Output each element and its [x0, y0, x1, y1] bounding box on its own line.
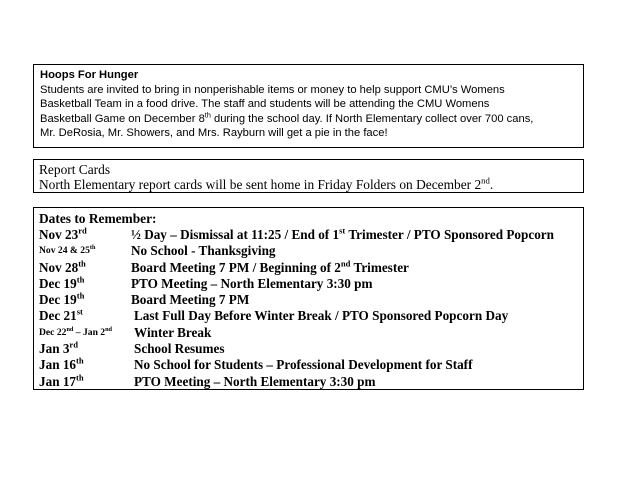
hoops-line-3-text: Basketball Game on December 8	[40, 112, 205, 125]
date-label	[39, 357, 84, 373]
hoops-line-4	[40, 126, 577, 141]
event-text: Board Meeting 7 PM / Beginning of 2	[131, 259, 341, 275]
date-text: Dec 19	[39, 292, 77, 308]
date-row	[39, 260, 578, 276]
date-text: Dec 19	[39, 275, 77, 291]
event-label	[134, 325, 211, 341]
date-row	[39, 276, 578, 292]
event-label	[134, 308, 508, 324]
date-sup: th	[78, 258, 86, 269]
date-text: Jan 3	[39, 341, 70, 357]
date-sup: nd	[66, 325, 74, 333]
report-text-main: North Elementary report cards will be sent home in Friday Folders on December 2	[39, 177, 482, 192]
hoops-line-3-text-end: during the school day. If North Elementary collect over 700 cans,	[210, 112, 534, 125]
date-text: Jan 16	[39, 357, 77, 373]
event-text: Winter Break	[134, 324, 212, 340]
date-sup: th	[76, 290, 85, 301]
hoops-line-3	[40, 112, 577, 127]
dates-to-remember-box	[33, 207, 584, 390]
date-row	[39, 227, 578, 243]
report-title: Report Cards	[39, 162, 111, 177]
event-text: ½ Day – Dismissal at 11:25 / End of 1	[131, 227, 340, 242]
date-sup: st	[76, 307, 83, 318]
event-sup: st	[339, 225, 346, 236]
event-label	[131, 243, 276, 259]
date-row	[39, 357, 578, 373]
date-label	[39, 292, 84, 308]
hoops-line-3-sup: th	[204, 110, 211, 120]
dates-list	[39, 227, 578, 390]
event-sup: nd	[340, 258, 351, 269]
event-text-end: Trimester	[350, 259, 409, 275]
date-sup: th	[76, 274, 85, 285]
event-text: PTO Meeting – North Elementary 3:30 pm	[134, 373, 376, 389]
event-text: Last Full Day Before Winter Break / PTO Sponsored Popcorn Day	[134, 308, 509, 324]
date-label	[39, 260, 86, 276]
date-row	[39, 341, 578, 357]
hoops-line-1	[40, 83, 577, 98]
event-label	[131, 276, 373, 292]
date-sup: th	[76, 355, 84, 366]
date-text: Jan 17	[39, 373, 77, 389]
report-cards-box	[33, 159, 584, 193]
date-text: Nov 28	[39, 259, 79, 275]
date-row	[39, 243, 578, 259]
event-text: No School - Thanksgiving	[131, 243, 276, 259]
hoops-line-1-text: Students are invited to bring in nonperishable items or money to help support CMU’s Womens	[40, 83, 505, 96]
date-text: Nov 24 & 25	[39, 245, 90, 257]
hoops-title: Hoops For Hunger	[40, 69, 139, 81]
event-text-end: Trimester / PTO Sponsored Popcorn	[345, 227, 554, 242]
date-label	[39, 341, 78, 357]
date-label	[39, 374, 84, 390]
date-row	[39, 374, 578, 390]
event-label	[131, 292, 249, 308]
date-text: Nov 23	[39, 227, 79, 242]
event-label	[131, 260, 409, 276]
date-text: Dec 22	[39, 326, 67, 338]
date-row	[39, 292, 578, 308]
report-text-sup: nd	[481, 175, 490, 186]
report-text-end: .	[489, 177, 494, 192]
event-label	[134, 357, 472, 373]
report-text	[39, 177, 578, 192]
event-text: Board Meeting 7 PM	[131, 292, 250, 308]
dates-heading: Dates to Remember:	[39, 211, 157, 226]
date-sup: rd	[69, 339, 79, 350]
date-row	[39, 308, 578, 324]
hoops-line-4-text: Mr. DeRosia, Mr. Showers, and Mrs. Rayburn will get a pie in the face!	[40, 127, 388, 140]
date-label	[39, 243, 95, 259]
date-label	[39, 308, 83, 324]
hoops-line-2-text: Basketball Team in a food drive. The staff and students will be attending the CMU Womens	[40, 98, 490, 111]
date-sup-2: nd	[105, 325, 113, 333]
date-text-end: – Jan 2	[73, 326, 106, 338]
date-label	[39, 227, 87, 243]
date-sup: th	[76, 372, 84, 383]
hoops-for-hunger-box	[33, 64, 584, 148]
event-text: School Resumes	[134, 341, 225, 357]
event-label	[131, 227, 554, 243]
hoops-line-2	[40, 97, 577, 112]
date-text: Dec 21	[39, 308, 77, 324]
date-sup: th	[89, 244, 96, 252]
event-label	[134, 374, 376, 390]
event-text: PTO Meeting – North Elementary 3:30 pm	[131, 275, 373, 291]
date-label	[39, 325, 112, 341]
date-sup: rd	[78, 225, 87, 236]
date-label	[39, 276, 84, 292]
date-row	[39, 325, 578, 341]
event-label	[134, 341, 224, 357]
event-text: No School for Students – Professional Development for Staff	[134, 357, 473, 373]
